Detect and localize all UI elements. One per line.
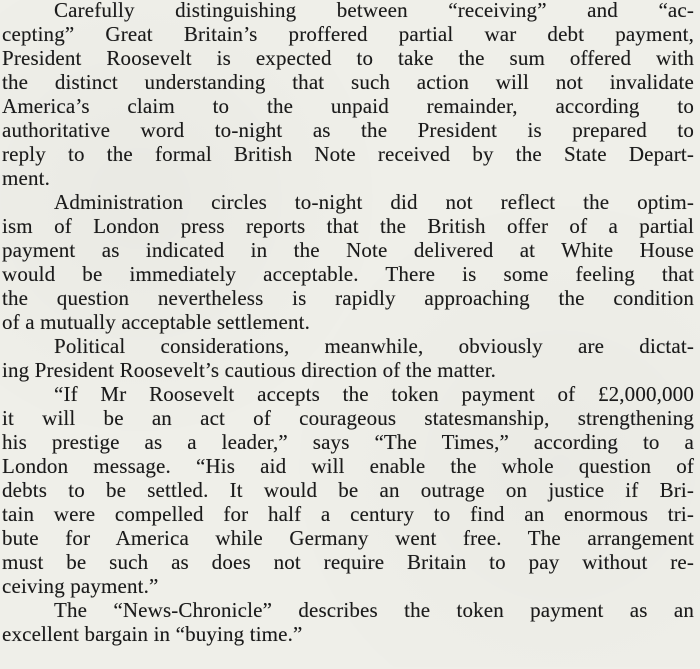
text-line: Administration circles to-night did not reflect the optim-	[54, 190, 694, 214]
text-line: excellent bargain in “buying time.”	[2, 622, 303, 646]
text-line: must be such as does not require Britain to pay without re-	[2, 550, 694, 574]
text-line: ceiving payment.”	[2, 574, 159, 598]
text-line: the distinct understanding that such action will not invalidate	[2, 70, 694, 94]
text-line: London message. “His aid will enable the whole question of	[2, 454, 694, 478]
text-line: the question nevertheless is rapidly approaching the condition	[2, 286, 694, 310]
text-line: ing President Roosevelt’s cautious direction of the matter.	[2, 358, 497, 382]
text-line: The “News-Chronicle” describes the token payment as an	[54, 598, 694, 622]
text-line: America’s claim to the unpaid remainder, according to	[2, 94, 694, 118]
text-line: payment as indicated in the Note delivered at White House	[2, 238, 694, 262]
text-line: President Roosevelt is expected to take the sum offered with	[2, 46, 694, 70]
text-line: reply to the formal British Note received by the State Depart-	[2, 142, 694, 166]
text-line: tain were compelled for half a century to find an enormous tri-	[2, 502, 694, 526]
text-line: “If Mr Roosevelt accepts the token payment of £2,000,000	[54, 382, 694, 406]
text-line: Carefully distinguishing between “receiving” and “ac-	[54, 0, 694, 22]
article-text	[2, 0, 694, 646]
text-line: ment.	[2, 166, 50, 190]
text-line: would be immediately acceptable. There is some feeling that	[2, 262, 694, 286]
text-line: Political considerations, meanwhile, obviously are dictat-	[54, 334, 694, 358]
text-line: debts to be settled. It would be an outrage on justice if Bri-	[2, 478, 694, 502]
text-line: of a mutually acceptable settlement.	[2, 310, 311, 334]
text-line: ism of London press reports that the British offer of a partial	[2, 214, 694, 238]
text-line: it will be an act of courageous statesmanship, strengthening	[2, 406, 694, 430]
text-line: authoritative word to-night as the President is prepared to	[2, 118, 694, 142]
text-line: his prestige as a leader,” says “The Times,” according to a	[2, 430, 694, 454]
text-line: bute for America while Germany went free. The arrangement	[2, 526, 694, 550]
text-line: cepting” Great Britain’s proffered partial war debt payment,	[2, 22, 694, 46]
